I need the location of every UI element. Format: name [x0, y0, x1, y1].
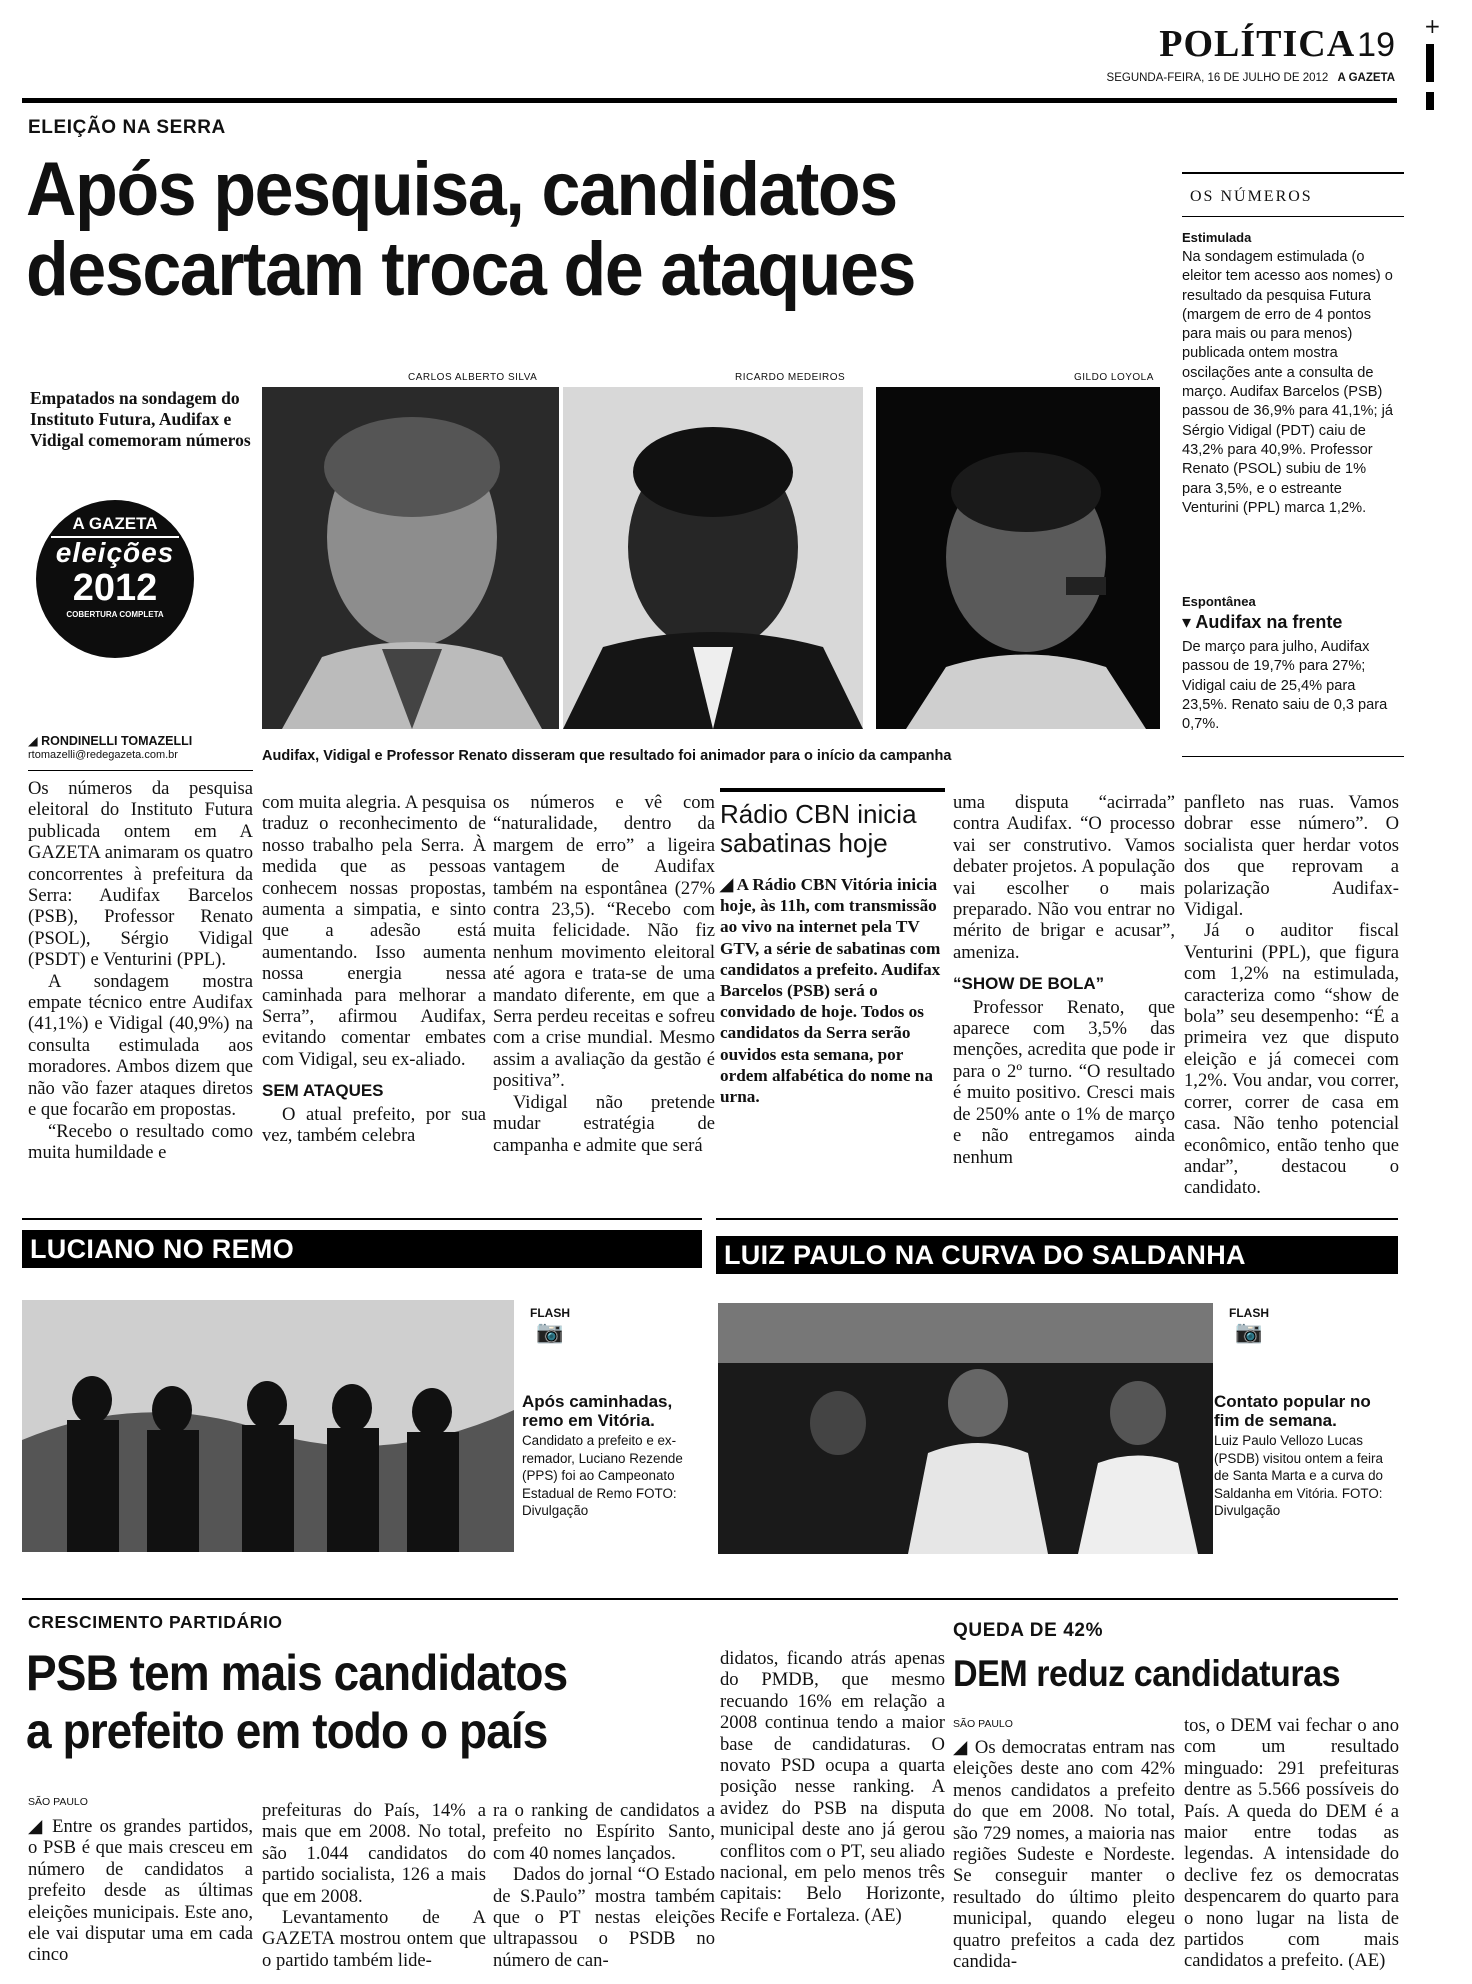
- main-column-1: [28, 778, 253, 1163]
- photo-credit-2: RICARDO MEDEIROS: [735, 372, 846, 383]
- main-col6-p2: Já o auditor fiscal Venturini (PPL), que figura com 1,2% na estimulada, caracteriza como “show de bola” seu desempenho: “É a primeira vez que disputo eleição e já comecei com 1,2%. Vou andar, vou correr, correr, correr de casa em casa. Não tenho potencial econômico, então tenho que andar”, destacou o candidato.: [1184, 920, 1399, 1199]
- photo-vidigal-image: [563, 387, 863, 729]
- camera-icon: 📷: [536, 1319, 564, 1344]
- dem-headline: DEM reduz candidaturas: [953, 1653, 1341, 1694]
- luciano-band: LUCIANO NO REMO: [22, 1230, 702, 1268]
- main-column-3: [493, 792, 715, 1156]
- main-col3-p2: Vidigal não pretende mudar estratégia de campanha e admite que será: [493, 1091, 715, 1156]
- luciano-cap-foto: FOTO: Divulgação: [522, 1485, 677, 1518]
- main-column-2: [262, 792, 486, 1147]
- photo-audifax: [262, 387, 559, 729]
- sidebar-text1: Na sondagem estimulada (o eleitor tem acesso aos nomes) o resultado da pesquisa Futura (margem de erro de 4 pontos para mais ou para menos) publicada ontem mostra oscilações ante a consulta de março. Audifax Barcelos (PSB) passou de 36,9% para 41,1%; já Sérgio Vidigal (PDT) caiu de 43,2% para 40,9%. Professor Renato (PSOL) subiu de 1% para 3,5%, e o estreante Venturini (PPL) marca 1,2%.: [1182, 249, 1393, 516]
- camera-icon: 📷: [1235, 1319, 1263, 1344]
- luciano-cap-title: Após caminhadas, remo em Vitória.: [522, 1392, 673, 1430]
- main-col6-p1: panfleto nas ruas. Vamos dobrar esse número”. O socialista quer herdar votos dos que reprovam a polarização Audifax-Vidigal.: [1184, 792, 1399, 921]
- photo-caption: Audifax, Vidigal e Professor Renato disseram que resultado foi animador para o início da campanha: [262, 748, 952, 764]
- main-col1-p2: A sondagem mostra empate técnico entre Audifax (41,1%) e Vidigal (40,9%) na consulta estimulada aos moradores. Ambos dizem que não vão fazer ataques diretos e que focarão em propostas.: [28, 970, 253, 1121]
- psb-arrow-icon: ◢: [28, 1816, 53, 1837]
- sidebar-title: OS NÚMEROS: [1190, 188, 1313, 205]
- byline: [28, 733, 253, 761]
- psb-headline-line2: a prefeito em todo o país: [26, 1703, 548, 1759]
- sidebar-sub2: Espontânea: [1182, 594, 1256, 609]
- luciano-cap-body: [522, 1432, 702, 1520]
- luizpaulo-band: LUIZ PAULO NA CURVA DO SALDANHA: [716, 1236, 1398, 1274]
- main-headline: [26, 147, 1084, 312]
- numbers-sidebar: [1182, 172, 1404, 762]
- dateline: SEGUNDA-FEIRA, 16 DE JULHO DE 2012: [1106, 72, 1329, 84]
- luciano-flash-label: FLASH: [530, 1306, 570, 1320]
- main-headline-line2: descartam troca de ataques: [26, 227, 916, 312]
- psb-top-rule: [22, 1598, 960, 1600]
- main-col1-p1: Os números da pesquisa eleitoral do Instituto Futura publicada ontem em A GAZETA animaram os quatro concorrentes à prefeitura da Serra: Audifax Barcelos (PSB), Professor Renato (PSOL), Sérgio Vidigal (PSDT) e Venturini (PPL).: [28, 778, 253, 971]
- dem-top-rule: [953, 1598, 1398, 1600]
- psb-column-4: [720, 1648, 945, 1926]
- luizpaulo-photo-image: [718, 1303, 1213, 1554]
- dem-col2-text: tos, o DEM vai fechar o ano com um resultado minguado: 291 prefeituras dentre as 5.566 possíveis do País. A queda do DEM é a maior entre todas as legendas. A intensidade do declive fez os democratas despencarem do quarto para o nono lugar na lista de partidos com mais candidatos a prefeito. (AE): [1184, 1715, 1399, 1972]
- dem-kicker: QUEDA DE 42%: [953, 1620, 1104, 1641]
- masthead: [1000, 22, 1395, 92]
- photo-credit-1: CARLOS ALBERTO SILVA: [408, 372, 538, 383]
- badge-middle: eleições: [55, 537, 175, 568]
- psb-headline: [26, 1644, 688, 1760]
- cbn-body: [720, 874, 942, 1107]
- psb-kicker: CRESCIMENTO PARTIDÁRIO: [28, 1612, 283, 1632]
- psb-col3-p2: Dados do jornal “O Estado de S.Paulo” mostra também que o PT nestas eleições ultrapassou o PSDB no número de can-: [493, 1864, 715, 1971]
- badge-year: 2012: [72, 567, 158, 609]
- luciano-photo: [22, 1300, 514, 1552]
- main-col2-p2: O atual prefeito, por sua vez, também celebra: [262, 1103, 486, 1147]
- sidebar-top-rule: [1182, 172, 1404, 174]
- main-col5-p2: Professor Renato, que aparece com 3,5% das menções, acredita que pode ir para o 2º turno. “O resultado é muito positivo. Cresci mais de 250% ante o 1% de março e não entregamos ainda nenhum: [953, 996, 1175, 1168]
- luizpaulo-cap-foto: FOTO: Divulgação: [1214, 1485, 1383, 1518]
- page-number: 19: [1357, 26, 1395, 64]
- psb-col2-p2: Levantamento de A GAZETA mostrou ontem que o partido também lide-: [262, 1907, 486, 1971]
- byline-email: rtomazelli@redegazeta.com.br: [28, 749, 178, 761]
- psb-column-1: [28, 1816, 253, 1966]
- luciano-cap-text: Candidato a prefeito e ex-remador, Luciano Rezende (PPS) foi ao Campeonato Estadual de Remo: [522, 1433, 683, 1501]
- dem-col1-text: Os democratas entram nas eleições deste ano com 42% menos candidatos a prefeito do que em 2008. No total, são 729 nomes, a maioria nas regiões Sudeste e Nordeste. Se conseguir manter o resultado do último pleito municipal, quando elegeu quatro prefeitos a cada dez candida-: [953, 1737, 1176, 1973]
- main-col1-p3: “Recebo o resultado como muita humildade e: [28, 1120, 253, 1163]
- badge-top: A GAZETA: [72, 514, 158, 533]
- sidebar-title-rule: [1182, 216, 1404, 217]
- psb-dateline: SÃO PAULO: [28, 1796, 88, 1808]
- luizpaulo-cap-body: [1214, 1432, 1400, 1520]
- photo-audifax-image: [262, 387, 559, 729]
- luizpaulo-caption: [1214, 1392, 1400, 1520]
- main-column-5: [953, 792, 1175, 1168]
- cbn-title: Rádio CBN inicia sabatinas hoje: [720, 799, 917, 858]
- psb-column-2: [262, 1800, 486, 1971]
- sidebar-bottom-rule: [1182, 756, 1404, 757]
- dem-arrow-icon: ◢: [953, 1737, 975, 1758]
- main-col5-subhead: “SHOW DE BOLA”: [953, 974, 1105, 994]
- byline-rule: [28, 770, 253, 771]
- paper-name: A GAZETA: [1337, 72, 1395, 84]
- sidebar-arrow-icon: ▾: [1182, 612, 1196, 632]
- psb-headline-line1: PSB tem mais candidatos: [26, 1645, 568, 1701]
- section-name: POLÍTICA: [1159, 23, 1356, 65]
- luizpaulo-flash: [1218, 1306, 1280, 1344]
- masthead-rule: [22, 98, 1397, 103]
- photo-vidigal: [563, 387, 863, 729]
- luizpaulo-top-rule: [716, 1218, 1398, 1220]
- psb-col4-text: didatos, ficando atrás apenas do PMDB, que mesmo recuando 16% em relação a 2008 continua tendo a maior base de candidaturas. O novato PSD ocupa a quarta posição nesse ranking. A avidez do PSB na disputa municipal deste ano já gerou conflitos com o PT, seu aliado nacional, em pelo menos três capitais: Belo Horizonte, Recife e Fortaleza. (AE): [720, 1648, 945, 1926]
- cbn-top-rule: [720, 788, 945, 792]
- luciano-caption: [522, 1392, 702, 1520]
- photo-renato: [876, 387, 1160, 729]
- psb-col2-p1: prefeituras do País, 14% a mais que em 2008. No total, são 1.044 candidatos do partido socialista, 126 a mais que em 2008.: [262, 1800, 486, 1907]
- elections-badge: [36, 500, 194, 658]
- main-col3-p1: os números e vê com “naturalidade, dentro da margem de erro” a ligeira vantagem de Audifax também na espontânea (27% contra 23,5). “Recebo com muita felicidade. Não fiz nenhum movimento eleitoral até agora e trata-se de uma mandato diferente, em que a Serra perdeu receitas e sofreu com a crise mundial. Mesmo assim a avaliação da gestão é positiva”.: [493, 792, 715, 1092]
- main-col5-p1: uma disputa “acirrada” contra Audifax. “O processo vai ser construtivo. Vamos debater projetos. A população vai escolher o mais preparado. Não vou entrar no mérito de brigar e acusar”, ameniza.: [953, 792, 1175, 963]
- main-kicker: ELEIÇÃO NA SERRA: [28, 117, 226, 138]
- photo-renato-image: [876, 387, 1160, 729]
- psb-col1-text: Entre os grandes partidos, o PSB é que mais cresceu em número de candidatos a prefeito desde as últimas eleições municipais. Este ano, ele vai disputar uma em cada cinco: [28, 1816, 253, 1966]
- psb-column-3: [493, 1800, 715, 1971]
- cbn-box: [720, 788, 945, 1174]
- dem-dateline: SÃO PAULO: [953, 1718, 1013, 1730]
- dem-column-1: [953, 1737, 1175, 1972]
- sidebar-sub1: Estimulada: [1182, 230, 1252, 245]
- cbn-arrow-icon: ◢: [720, 875, 737, 894]
- dem-column-2: [1184, 1715, 1399, 1972]
- luizpaulo-cap-title: Contato popular no fim de semana.: [1214, 1392, 1371, 1430]
- registration-mark: +: [1418, 14, 1438, 114]
- byline-name: RONDINELLI TOMAZELLI: [41, 734, 193, 748]
- main-headline-line1: Após pesquisa, candidatos: [26, 147, 897, 232]
- cbn-body-text: A Rádio CBN Vitória inicia hoje, às 11h, com transmissão ao vivo na internet pela TV GTV, a série de sabatinas com candidatos a prefeito. Audifax Barcelos (PSB) será o convidado de hoje. Todos os candidatos da Serra serão ouvidos esta semana, por ordem alfabética do nome na urna.: [720, 875, 941, 1107]
- sidebar-head2: [1182, 612, 1342, 633]
- photo-credit-3: GILDO LOYOLA: [1074, 372, 1154, 383]
- luizpaulo-cap-text: Luiz Paulo Vellozo Lucas (PSDB) visitou ontem a feira de Santa Marta e a curva do Saldanha em Vitória.: [1214, 1433, 1383, 1501]
- main-col2-subhead: SEM ATAQUES: [262, 1081, 384, 1101]
- luizpaulo-photo: [718, 1303, 1213, 1554]
- byline-arrow-icon: ◢: [28, 734, 42, 748]
- main-deck: Empatados na sondagem do Instituto Futura, Audifax e Vidigal comemoram números: [30, 388, 251, 450]
- luciano-top-rule: [22, 1218, 702, 1220]
- main-column-6: [1184, 792, 1399, 1199]
- sidebar-head2-text: Audifax na frente: [1195, 612, 1343, 632]
- sidebar-text2: De março para julho, Audifax passou de 19,7% para 27%; Vidigal caiu de 25,4% para 23,5%. Renato saiu de 0,3 para 0,7%.: [1182, 639, 1388, 733]
- badge-bottom: COBERTURA COMPLETA: [66, 610, 164, 619]
- luizpaulo-flash-label: FLASH: [1229, 1306, 1269, 1320]
- luciano-photo-image: [22, 1300, 514, 1552]
- psb-col3-p1: ra o ranking de candidatos a prefeito no Espírito Santo, com 40 nomes lançados.: [493, 1800, 715, 1864]
- main-col2-p1: com muita alegria. A pesquisa traduz o reconhecimento de nosso trabalho pela Serra. À medida que as pessoas conhecem nossas propostas, aumenta a simpatia, e sinto que a adesão está aumentando. Isso aumenta nossa energia nessa caminhada para melhorar a Serra”, afirmou Audifax, evitando comentar embates com Vidigal, seu ex-aliado.: [262, 792, 486, 1070]
- luciano-flash: [520, 1306, 580, 1344]
